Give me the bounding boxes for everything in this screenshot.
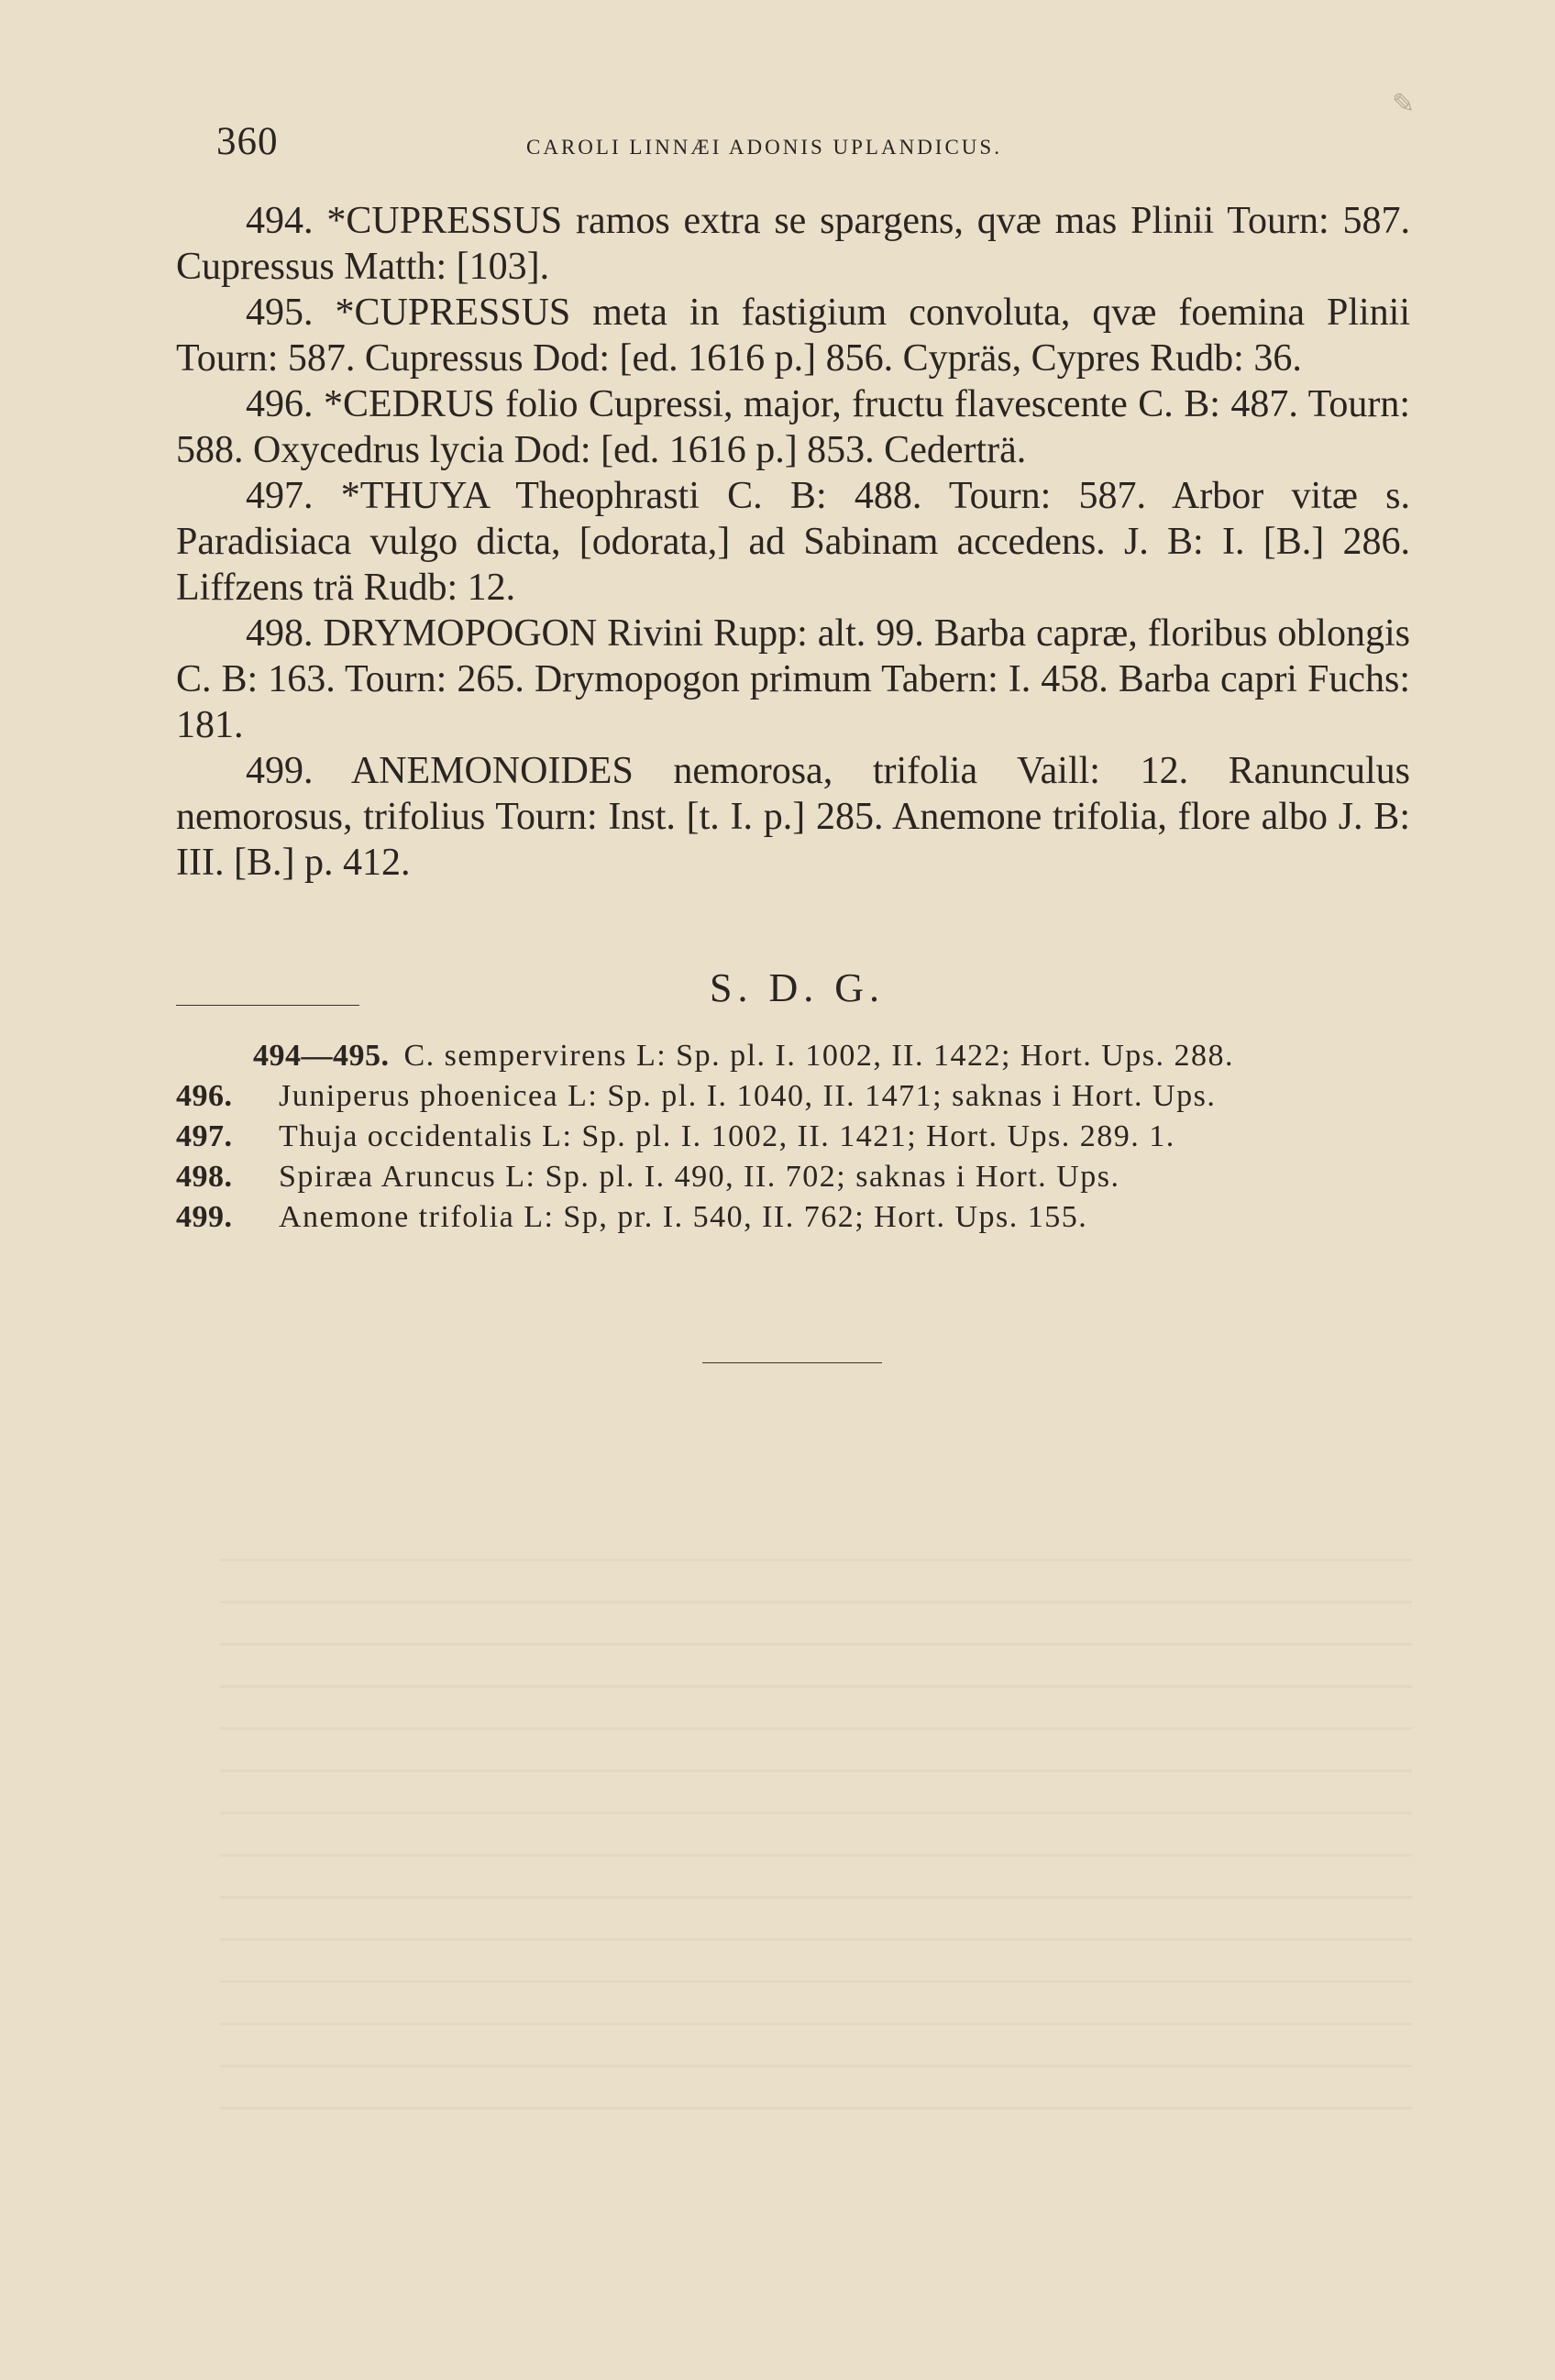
entry-497 (176, 473, 1410, 611)
species-entries (176, 198, 1410, 886)
entry-number: 497. (246, 475, 314, 517)
footnote-ref: 496. (176, 1079, 233, 1113)
entry-number: 495. (246, 292, 314, 334)
footnotes (176, 1036, 1414, 1238)
entry-499 (176, 748, 1410, 886)
show-through-text (220, 1559, 1412, 2145)
footnote-item (176, 1117, 1414, 1157)
entry-number: 494. (246, 200, 314, 242)
footnote-item (176, 1036, 1414, 1076)
entry-text: *CUPRESSUS ramos extra se spargens, qvæ mas Plinii Tourn: 587. Cupressus Matth: [103]. (176, 200, 1411, 288)
footnote-ref: 494—495. (253, 1039, 390, 1073)
closing-sdg: S. D. G. (710, 965, 886, 1010)
footnote-ref: 497. (176, 1119, 233, 1153)
entry-496 (176, 381, 1410, 473)
footnote-text: Thuja occidentalis L: Sp. pl. I. 1002, II. 1421; Hort. Ups. 289. 1. (279, 1119, 1175, 1153)
entry-text: *CUPRESSUS meta in fastigium convoluta, qvæ foemina Plinii Tourn: 587. Cupressus Dod: [ed. 1616 p.] 856. Cypräs, Cypres Rudb: 36. (176, 292, 1410, 380)
end-rule (702, 1362, 882, 1363)
entry-498 (176, 611, 1410, 748)
page-header (216, 119, 1445, 174)
corner-pencil-mark: ✎ (1392, 89, 1416, 119)
entry-number: 496. (246, 383, 314, 425)
entry-text: *CEDRUS folio Cupressi, major, fructu flavescente C. B: 487. Tourn: 588. Oxycedrus lycia Dod: [ed. 1616 p.] 853. Cederträ. (176, 383, 1411, 471)
footnote-item (176, 1076, 1414, 1117)
footnote-text: Anemone trifolia L: Sp, pr. I. 540, II. 762; Hort. Ups. 155. (279, 1200, 1088, 1234)
footnote-ref: 498. (176, 1160, 233, 1194)
footnote-separator (176, 1005, 359, 1006)
entry-text: ANEMONOIDES nemorosa, trifolia Vaill: 12. Ranunculus nemorosus, trifolius Tourn: Inst. [t. I. p.] 285. Anemone trifolia, flore albo J. B: III. [B.] p. 412. (176, 750, 1411, 884)
entry-number: 498. (246, 612, 314, 655)
page-number: 360 (216, 120, 279, 163)
entry-495 (176, 290, 1410, 381)
entry-number: 499. (246, 750, 314, 792)
footnote-text: Spiræa Aruncus L: Sp. pl. I. 490, II. 702; saknas i Hort. Ups. (279, 1160, 1120, 1194)
running-head: CAROLI LINNÆI ADONIS UPLANDICUS. (526, 136, 1002, 159)
footnote-item (176, 1197, 1414, 1238)
entry-494 (176, 198, 1410, 290)
footnote-item (176, 1157, 1414, 1197)
entry-text: DRYMOPOGON Rivini Rupp: alt. 99. Barba capræ, floribus oblongis C. B: 163. Tourn: 265. Drymopogon primum Tabern: I. 458. Barba capri Fuchs: 181. (176, 612, 1410, 746)
entry-text: *THUYA Theophrasti C. B: 488. Tourn: 587. Arbor vitæ s. Paradisiaca vulgo dicta, [odorata,] ad Sabinam accedens. J. B: I. [B.] 286. Liffzens trä Rudb: 12. (176, 475, 1410, 609)
footnote-ref: 499. (176, 1200, 233, 1234)
footnote-text: Juniperus phoenicea L: Sp. pl. I. 1040, II. 1471; saknas i Hort. Ups. (279, 1079, 1217, 1113)
footnote-text: C. sempervirens L: Sp. pl. I. 1002, II. 1422; Hort. Ups. 288. (403, 1039, 1235, 1073)
